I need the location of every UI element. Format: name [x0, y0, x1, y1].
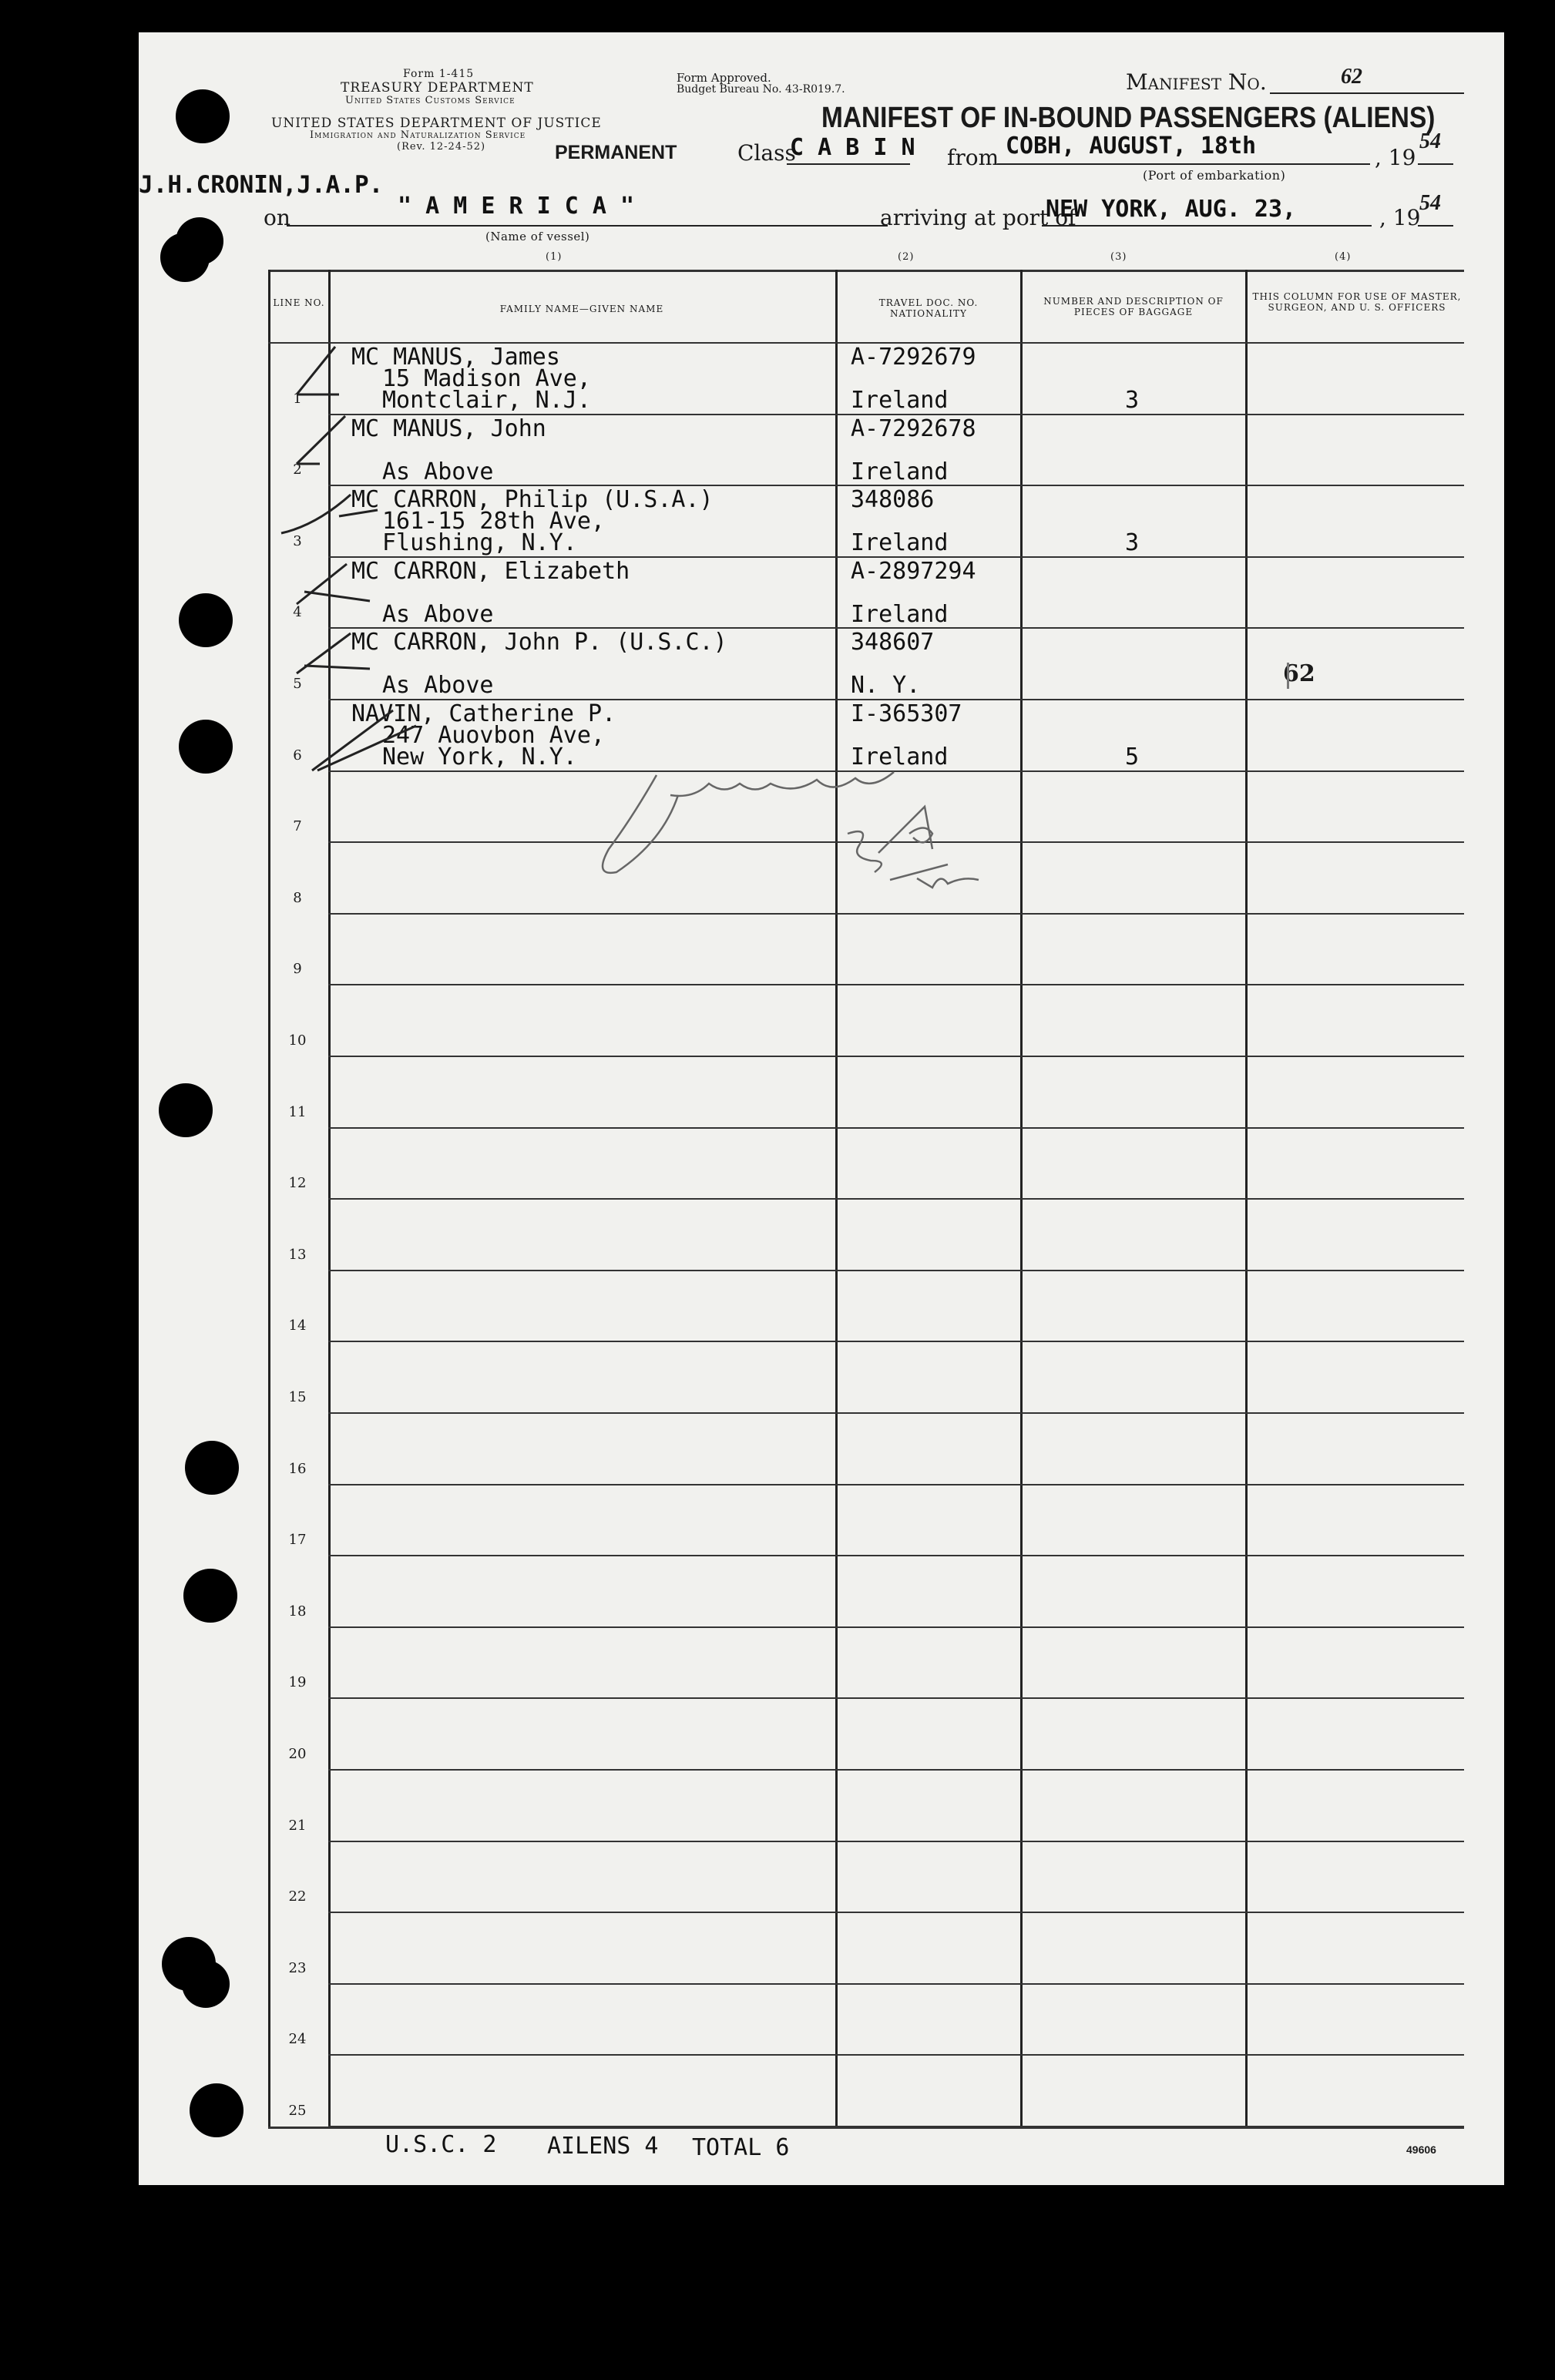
line-number: 12	[288, 1175, 307, 1191]
passenger-address-line2: As Above	[382, 600, 494, 628]
row-rule	[328, 984, 1464, 985]
manifest-title: MANIFEST OF IN-BOUND PASSENGERS (ALIENS)	[821, 102, 1436, 134]
line-number: 20	[288, 1746, 307, 1762]
passenger-address: 15 Madison Ave,	[382, 365, 591, 392]
travel-doc-number: A-7292678	[851, 415, 976, 442]
customs-service: United States Customs Service	[345, 95, 516, 106]
passenger-name: MC CARRON, John P. (U.S.C.)	[351, 629, 727, 656]
header-baggage: NUMBER AND DESCRIPTION OF PIECES OF BAGGAGE	[1043, 296, 1224, 317]
manifest-no-value: 62	[1341, 65, 1362, 89]
baggage-count: 3	[1125, 529, 1140, 557]
row-rule	[328, 1697, 1464, 1699]
line-number: 11	[288, 1104, 307, 1120]
line-number: 8	[293, 890, 302, 906]
line-number: 21	[288, 1818, 307, 1834]
port-of-embarkation-value: COBH, AUGUST, 18th	[1006, 133, 1257, 159]
arrival-year-value: 54	[1419, 191, 1441, 215]
binder-hole	[190, 2083, 243, 2137]
passenger-name: MC CARRON, Philip (U.S.A.)	[351, 486, 714, 514]
binder-hole	[182, 1960, 230, 2008]
row-rule	[328, 1769, 1464, 1771]
nationality: Ireland	[851, 458, 949, 485]
line-number: 6	[293, 747, 302, 764]
passenger-address-line2: New York, N.Y.	[382, 744, 577, 770]
passenger-address-line2: As Above	[382, 458, 494, 485]
line-number: 9	[293, 961, 302, 977]
line-number: 19	[288, 1674, 307, 1690]
vessel-caption: (Name of vessel)	[485, 230, 590, 243]
row-rule	[328, 1056, 1464, 1057]
form-number: Form 1-415	[403, 68, 475, 80]
line-number: 22	[288, 1888, 307, 1905]
col-num-3: (3)	[1110, 251, 1127, 263]
nationality: Ireland	[851, 387, 949, 414]
line-number: 2	[293, 462, 302, 478]
year-prefix: , 19	[1375, 145, 1416, 170]
class-value: C A B I N	[790, 134, 915, 161]
line-number: 1	[293, 391, 302, 407]
passenger-address: 247 Auovbon Ave,	[382, 722, 605, 749]
manifest-page: Form 1-415 TREASURY DEPARTMENT United States Customs Service UNITED STATES DEPARTMENT OF JUSTICE Immigration and Naturalization Service (Rev. 12-24-52) PERMANENT Form Approved. Budget Bureau No. 43-R019.7. Manifest No. 62 MANIFEST OF IN-BOUND PASSENGERS (ALIENS) Class C A B I N from COBH, AUGUST, 18th , 19 54 (Port of embarkation) J.H.CRONIN,J.A.P. on " A M E R I C A " arriving at port of NEW YORK, AUG. 23, , 19 54 (Name of vessel) (1) (2) (3) (4) LINE NO. FAMILY NAME—GIVEN NAME TRAVEL DOC. NO. NATIONALITY NUMBER AND DESCRIPTION OF PIECES OF BAGGAGE THIS COLUMN FOR USE OF MASTER, SURGEON, AND U. S. OFFICERS 1 2 3 4 5 6 7 8 9 10 11 12 13 14 15 16 17 18 19 20 21 22 23 24 25 MC MANUS, James 15 Madison Ave, Montclair, N.J. A-7292679 Ireland 3 MC MANUS, John As Above A-7292678 Ireland MC CARRON, Philip (U.S.A.) 161-15 28th Ave, Flushing, N.Y. 348086 Ireland 3 MC CARRON, Elizabeth As Above A-2897294 Ireland MC CARRON, John P. (U.S.C.) As Above 348607 N. Y. NAVIN, Catherine P. 247 Auovbon Ave, New York, N.Y. I-365307 Ireland 5 62 U.S.C. 2 AILENS 4 TOTAL 6 49606	[139, 32, 1504, 2185]
header-officers-column: THIS COLUMN FOR USE OF MASTER, SURGEON, AND U. S. OFFICERS	[1252, 291, 1462, 313]
binder-hole	[179, 593, 233, 647]
passenger-name: MC CARRON, Elizabeth	[351, 557, 630, 585]
line-number: 15	[288, 1389, 307, 1405]
binder-hole	[176, 217, 223, 265]
line-number: 3	[293, 533, 302, 549]
print-number: 49606	[1406, 2143, 1436, 2156]
travel-doc-number: 348086	[851, 486, 935, 514]
header-line-no: LINE NO.	[273, 297, 325, 308]
line-number: 7	[293, 818, 302, 834]
row-rule	[328, 1341, 1464, 1342]
row-rule	[328, 1127, 1464, 1129]
revision-date: (Rev. 12-24-52)	[397, 141, 486, 153]
row-rule	[328, 2054, 1464, 2056]
col-num-4: (4)	[1335, 251, 1352, 263]
binder-hole	[183, 1569, 237, 1623]
row-rule	[328, 1270, 1464, 1271]
arriving-label: arriving at port of	[880, 205, 1076, 230]
footer-aliens: AILENS 4	[547, 2133, 659, 2160]
manifest-no-label: Manifest No.	[1126, 69, 1267, 95]
passenger-name: MC MANUS, John	[351, 415, 546, 442]
line-number: 25	[288, 2103, 307, 2119]
from-label: from	[947, 145, 999, 170]
form-approved: Form Approved.	[677, 71, 771, 85]
row-rule	[328, 1841, 1464, 1842]
row-rule	[328, 1983, 1464, 1985]
line-number: 23	[288, 1960, 307, 1976]
binder-hole	[159, 1083, 213, 1137]
travel-doc-number: 348607	[851, 629, 935, 656]
line-number: 24	[288, 2031, 307, 2047]
travel-doc-number: A-7292679	[851, 344, 976, 371]
line-number: 5	[293, 676, 302, 692]
line-number: 18	[288, 1603, 307, 1620]
nationality: N. Y.	[851, 672, 921, 700]
row-rule	[328, 2126, 1464, 2127]
port-embarkation-caption: (Port of embarkation)	[1143, 168, 1286, 183]
department-of-justice: UNITED STATES DEPARTMENT OF JUSTICE	[271, 116, 602, 131]
class-label: Class	[737, 140, 796, 166]
header-travel-doc: TRAVEL DOC. NO. NATIONALITY	[878, 297, 979, 319]
col-num-1: (1)	[546, 251, 563, 263]
footer-usc: U.S.C. 2	[385, 2131, 497, 2158]
footer-total: TOTAL 6	[692, 2134, 790, 2161]
budget-bureau: Budget Bureau No. 43-R019.7.	[677, 83, 845, 96]
treasury-department: TREASURY DEPARTMENT	[341, 80, 534, 96]
col-num-2: (2)	[898, 251, 915, 263]
year-value: 54	[1419, 129, 1441, 153]
passenger-address-line2: Flushing, N.Y.	[382, 529, 577, 557]
line-number: 14	[288, 1318, 307, 1334]
binder-hole	[176, 89, 230, 143]
line-number: 16	[288, 1461, 307, 1477]
row-rule	[328, 1198, 1464, 1200]
row-rule	[328, 1555, 1464, 1556]
binder-hole	[179, 720, 233, 774]
line-number: 13	[288, 1247, 307, 1263]
passenger-address-line2: Montclair, N.J.	[382, 387, 591, 414]
binder-hole	[185, 1441, 239, 1495]
travel-doc-number: I-365307	[851, 700, 962, 727]
passenger-name: NAVIN, Catherine P.	[351, 700, 616, 727]
passenger-address: 161-15 28th Ave,	[382, 508, 605, 535]
baggage-count: 3	[1125, 387, 1140, 414]
row-rule	[328, 1412, 1464, 1414]
nationality: Ireland	[851, 529, 949, 557]
row-rule	[328, 1484, 1464, 1485]
vessel-name: " A M E R I C A "	[398, 193, 635, 220]
arrival-port-value: NEW YORK, AUG. 23,	[1046, 196, 1297, 223]
handwritten-checkmarks	[139, 32, 1504, 957]
line-number: 17	[288, 1532, 307, 1548]
signer: J.H.CRONIN,J.A.P.	[139, 171, 384, 199]
officer-note: 62	[1283, 660, 1315, 687]
passenger-address-line2: As Above	[382, 672, 494, 700]
line-number: 10	[288, 1032, 307, 1049]
travel-doc-number: A-2897294	[851, 557, 976, 585]
row-rule	[328, 1626, 1464, 1628]
nationality: Ireland	[851, 744, 949, 770]
header-family-name: FAMILY NAME—GIVEN NAME	[499, 304, 664, 314]
line-number: 4	[293, 604, 302, 620]
row-rule	[328, 1912, 1464, 1913]
passenger-name: MC MANUS, James	[351, 344, 560, 371]
permanent-stamp: PERMANENT	[555, 142, 677, 163]
signature	[603, 772, 979, 888]
ins-service: Immigration and Naturalization Service	[310, 129, 526, 141]
baggage-count: 5	[1125, 744, 1140, 770]
nationality: Ireland	[851, 600, 949, 628]
on-label: on	[264, 205, 291, 230]
